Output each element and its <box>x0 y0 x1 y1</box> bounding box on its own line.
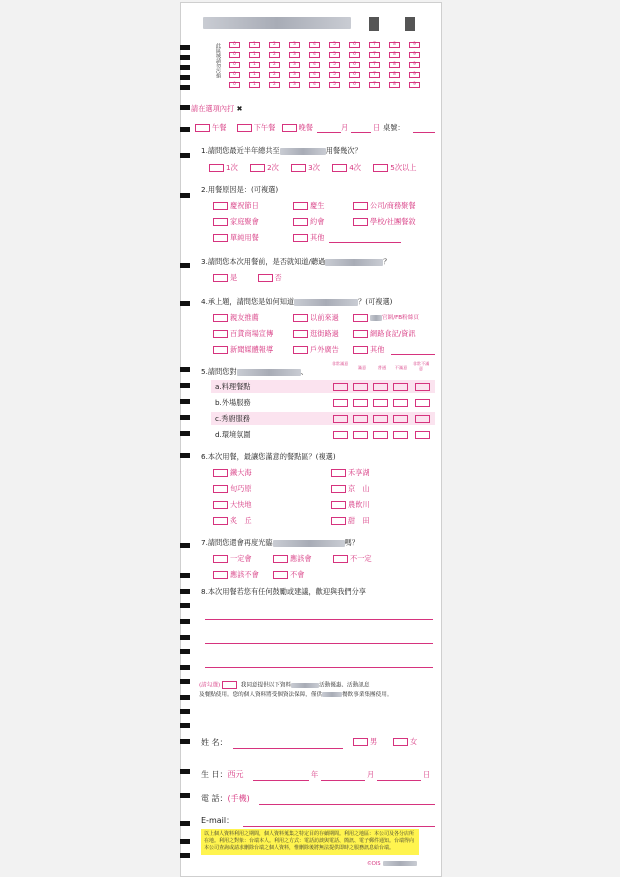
q7-title: 7.請問您還會再度光臨 <box>201 538 273 547</box>
code-bubble[interactable]: 7 <box>369 82 380 88</box>
code-bubble[interactable]: 1 <box>249 52 260 58</box>
name-label: 姓 名： <box>201 738 228 747</box>
q6-option-checkbox[interactable] <box>331 517 346 525</box>
code-bubble[interactable]: 4 <box>309 72 320 78</box>
q4-option-label: 其他 <box>370 345 385 354</box>
q5-header: 不滿意 <box>394 365 408 370</box>
dinner-label: 晚餐 <box>298 123 313 132</box>
survey-sheet <box>180 2 442 877</box>
birth-day-field[interactable] <box>377 780 421 781</box>
q7-suffix: 嗎？ <box>344 538 359 547</box>
redacted-name <box>237 369 301 376</box>
q1-option-checkbox[interactable] <box>250 164 265 172</box>
code-bubble[interactable]: 0 <box>229 72 240 78</box>
q2-option-label: 家庭聚會 <box>230 217 259 226</box>
redacted-name <box>370 315 382 321</box>
q4-option-label: 戶外廣告 <box>310 345 339 354</box>
q1-option-checkbox[interactable] <box>373 164 388 172</box>
email-label: E-mail： <box>201 816 235 825</box>
code-bubble[interactable]: 1 <box>249 82 260 88</box>
q5-rating-checkbox[interactable] <box>393 415 408 423</box>
q6-option-checkbox[interactable] <box>213 517 228 525</box>
code-bubble[interactable]: 0 <box>229 62 240 68</box>
q7-option-label: 應該會 <box>290 554 312 563</box>
consent-checkbox[interactable] <box>222 681 237 689</box>
phone-label: 電 話： <box>201 794 228 803</box>
code-bubble[interactable]: 1 <box>249 72 260 78</box>
q3-option-checkbox[interactable] <box>213 274 228 282</box>
q2-option-label: 單純用餐 <box>230 233 259 242</box>
q1-options <box>209 163 416 173</box>
birthday-label: 生 日： <box>201 770 228 779</box>
q3-suffix: ？ <box>383 257 391 266</box>
name-field[interactable] <box>233 748 343 749</box>
redacted-name <box>291 683 319 688</box>
q7-option-checkbox[interactable] <box>333 555 348 563</box>
q5-rating-checkbox[interactable] <box>353 415 368 423</box>
q1-option-label: 1次 <box>226 163 238 172</box>
code-bubble[interactable]: 2 <box>269 62 280 68</box>
q6-option-label: 京 山 <box>348 484 370 493</box>
q1-option-label: 2次 <box>267 163 279 172</box>
code-bubble[interactable]: 8 <box>389 82 400 88</box>
q1-title: 1.請問您最近半年總共至 <box>201 146 280 155</box>
q2-option-label: 學校/社團餐敘 <box>370 217 416 226</box>
q5-row-label: d.環境氛圍 <box>215 430 251 439</box>
q2-option-label: 慶生 <box>310 201 325 210</box>
code-bubble[interactable]: 0 <box>229 42 240 48</box>
code-bubble[interactable]: 3 <box>289 52 300 58</box>
q2-option-checkbox[interactable] <box>213 202 228 210</box>
q7-option-checkbox[interactable] <box>273 555 288 563</box>
email-field[interactable] <box>243 826 435 827</box>
code-bubble[interactable]: 9 <box>409 62 420 68</box>
q5-header: 非常不滿意 <box>412 361 430 371</box>
lunch-checkbox[interactable] <box>195 124 210 132</box>
code-bubble[interactable]: 4 <box>309 52 320 58</box>
q4-option-label: 逛街路過 <box>310 329 339 338</box>
redacted-name <box>294 299 358 306</box>
q4-option-checkbox[interactable] <box>293 330 308 338</box>
code-bubble[interactable]: 8 <box>389 62 400 68</box>
phone-field[interactable] <box>259 804 435 805</box>
q5-header: 普通 <box>377 365 387 370</box>
code-bubble[interactable]: 0 <box>229 82 240 88</box>
consent-line1-b: 活動優惠、活動訊息 <box>319 682 370 689</box>
consent-line2-a: 及餐點使用。您的個人資料將受個資法保障，僅供 <box>199 691 323 698</box>
code-bubble[interactable]: 6 <box>349 42 360 48</box>
code-bubble[interactable]: 6 <box>349 52 360 58</box>
q2-option-checkbox[interactable] <box>293 234 308 242</box>
code-bubble[interactable]: 2 <box>269 52 280 58</box>
birth-month-field[interactable] <box>321 780 365 781</box>
q5-rating-checkbox[interactable] <box>353 383 368 391</box>
q5-rating-checkbox[interactable] <box>373 383 388 391</box>
q2-option-checkbox[interactable] <box>213 234 228 242</box>
q5-row-label: c.秀廚服務 <box>215 414 250 423</box>
q4-option-label: 網路食記/資訊 <box>370 329 416 338</box>
q5-rating-checkbox[interactable] <box>415 415 430 423</box>
privacy-notice: 以上個人資料利用之期間，個人資料蒐集之特定目的存續期間。利用之地區：本公司及各分店所在地。利用之對象：台端本人。利用之方式：電話訪談與電話、簡訊、電子郵件通知。台端得向本公司查詢或請求刪除台端之個人資料，惟刪除後將無法提供即時之服務訊息給台端。 <box>201 829 419 855</box>
q5-row-label: a.料理餐點 <box>215 382 251 391</box>
mobile-label: (手機) <box>227 794 250 803</box>
q5-row-label: b.外場服務 <box>215 398 251 407</box>
q7-option-label: 不會 <box>290 570 305 579</box>
code-bubble[interactable]: 2 <box>269 72 280 78</box>
q1-option-checkbox[interactable] <box>291 164 306 172</box>
q5-rating-checkbox[interactable] <box>373 399 388 407</box>
q4-option-checkbox[interactable] <box>353 314 368 322</box>
q5-rating-checkbox[interactable] <box>353 431 368 439</box>
code-bubble[interactable]: 9 <box>409 42 420 48</box>
comment-line[interactable] <box>205 667 433 668</box>
code-bubble[interactable]: 5 <box>329 72 340 78</box>
q6-title: 6.本次用餐，最讓您滿意的餐點區？(複選) <box>201 452 336 461</box>
code-bubble[interactable]: 5 <box>329 62 340 68</box>
q4-option-checkbox[interactable] <box>293 346 308 354</box>
q5-rating-checkbox[interactable] <box>393 399 408 407</box>
q2-option-label: 慶祝節日 <box>230 201 259 210</box>
q5-suffix: 、 <box>300 367 308 376</box>
consent-line1-a: 我同意提供以下資料 <box>240 682 292 689</box>
header-bars <box>369 17 379 31</box>
q4-option-checkbox[interactable] <box>353 346 368 354</box>
q4-option-checkbox[interactable] <box>213 346 228 354</box>
q1-suffix: 用餐幾次？ <box>325 146 362 155</box>
brand-logo: ©DIS <box>367 861 381 867</box>
q4-option-label: 官網/FB粉絲頁 <box>382 315 419 321</box>
redacted-name <box>383 861 417 866</box>
code-bubble[interactable]: 3 <box>289 62 300 68</box>
code-bubble[interactable]: 7 <box>369 52 380 58</box>
q4-option-checkbox[interactable] <box>213 330 228 338</box>
q7-option-checkbox[interactable] <box>213 571 228 579</box>
q4-option-label: 以前來過 <box>310 313 339 322</box>
q6-option-label: 農飲川 <box>348 500 370 509</box>
code-bubble[interactable]: 6 <box>349 82 360 88</box>
q5-rating-checkbox[interactable] <box>415 383 430 391</box>
male-checkbox[interactable] <box>353 738 368 746</box>
lunch-label: 午餐 <box>212 123 227 132</box>
q4-option-checkbox[interactable] <box>293 314 308 322</box>
redacted-name <box>322 692 342 697</box>
q6-option-checkbox[interactable] <box>331 469 346 477</box>
era-label: 西元 <box>227 770 244 779</box>
q2-title: 2.用餐原因是：(可複選) <box>201 185 279 194</box>
dinner-checkbox[interactable] <box>282 124 297 132</box>
code-bubble[interactable]: 6 <box>349 72 360 78</box>
q7-option-label: 不一定 <box>350 554 372 563</box>
code-bubble[interactable]: 8 <box>389 52 400 58</box>
q6-option-checkbox[interactable] <box>331 501 346 509</box>
code-bubble[interactable]: 9 <box>409 82 420 88</box>
code-bubble[interactable]: 7 <box>369 62 380 68</box>
redacted-name <box>325 259 383 266</box>
q6-option-checkbox[interactable] <box>213 501 228 509</box>
q6-option-checkbox[interactable] <box>331 485 346 493</box>
q8-title: 8.本次用餐若您有任何鼓勵或建議，歡迎與我們分享 <box>201 587 366 596</box>
q6-option-label: 旬巧原 <box>230 484 252 493</box>
code-bubble[interactable]: 2 <box>269 82 280 88</box>
q7-option-label: 應該不會 <box>230 570 259 579</box>
q5-rating-checkbox[interactable] <box>373 415 388 423</box>
q1-option-label: 5次以上 <box>390 163 417 172</box>
q6-option-label: 甜 田 <box>348 516 370 525</box>
code-bubble[interactable]: 0 <box>229 52 240 58</box>
code-bubble[interactable]: 3 <box>289 42 300 48</box>
comment-line[interactable] <box>205 619 433 620</box>
female-checkbox[interactable] <box>393 738 408 746</box>
day-label: 日 <box>423 770 431 779</box>
q1-option-label: 3次 <box>308 163 320 172</box>
code-bubble[interactable]: 5 <box>329 42 340 48</box>
q5-rating-checkbox[interactable] <box>333 415 348 423</box>
redacted-name <box>273 540 345 547</box>
code-bubble[interactable]: 9 <box>409 72 420 78</box>
birth-year-field[interactable] <box>253 780 309 781</box>
table-label: 桌號： <box>383 123 405 132</box>
afternoon-label: 下午餐 <box>253 123 276 132</box>
grid-label: 此區域請勿污損 <box>215 43 221 78</box>
code-bubble[interactable]: 4 <box>309 42 320 48</box>
code-bubble[interactable]: 7 <box>369 42 380 48</box>
q1-option-label: 4次 <box>349 163 361 172</box>
q2-option-checkbox[interactable] <box>293 202 308 210</box>
q4-option-label: 新聞媒體報導 <box>230 345 274 354</box>
code-bubble[interactable]: 1 <box>249 62 260 68</box>
q5-rating-checkbox[interactable] <box>333 399 348 407</box>
code-bubble[interactable]: 4 <box>309 82 320 88</box>
q6-option-checkbox[interactable] <box>213 469 228 477</box>
q3-option-checkbox[interactable] <box>258 274 273 282</box>
code-bubble[interactable]: 7 <box>369 72 380 78</box>
q5-rating-checkbox[interactable] <box>393 431 408 439</box>
male-label: 男 <box>370 737 378 746</box>
q7-option-checkbox[interactable] <box>213 555 228 563</box>
q4-suffix: ？(可複選) <box>358 297 393 306</box>
header-bars-2 <box>405 17 415 31</box>
day-label: 日 <box>373 123 381 132</box>
meal-row <box>195 123 313 133</box>
q5-rating-checkbox[interactable] <box>415 431 430 439</box>
q7-option-label: 一定會 <box>230 554 252 563</box>
q2-option-checkbox[interactable] <box>353 202 368 210</box>
code-bubble[interactable]: 4 <box>309 62 320 68</box>
q6-option-label: 鐵大海 <box>230 468 252 477</box>
month-label: 月 <box>341 123 349 132</box>
q6-option-label: 禾享湖 <box>348 468 370 477</box>
code-bubble[interactable]: 1 <box>249 42 260 48</box>
instruction-text: 請在選項內打 <box>191 104 235 113</box>
q5-rating-checkbox[interactable] <box>333 431 348 439</box>
comment-line[interactable] <box>205 643 433 644</box>
redacted-name <box>280 148 326 155</box>
q5-title: 5.請問您對 <box>201 367 237 376</box>
q5-rating-checkbox[interactable] <box>393 383 408 391</box>
afternoon-checkbox[interactable] <box>237 124 252 132</box>
q1-option-checkbox[interactable] <box>332 164 347 172</box>
redacted-code <box>203 17 351 29</box>
x-mark-icon: ✖ <box>236 104 243 113</box>
q1-option-checkbox[interactable] <box>209 164 224 172</box>
q5-rating-checkbox[interactable] <box>373 431 388 439</box>
consent-line2-b: 餐飲事業集團使用。 <box>342 691 393 698</box>
q6-option-label: 炙 丘 <box>230 516 252 525</box>
q2-option-checkbox[interactable] <box>293 218 308 226</box>
q3-option-label: 否 <box>274 273 282 282</box>
q2-option-checkbox[interactable] <box>353 218 368 226</box>
code-bubble[interactable]: 3 <box>289 82 300 88</box>
q5-rating-checkbox[interactable] <box>333 383 348 391</box>
q2-option-label: 其他 <box>310 233 325 242</box>
q2-option-checkbox[interactable] <box>213 218 228 226</box>
q2-option-label: 公司/商務聚餐 <box>370 201 416 210</box>
q5-rating-checkbox[interactable] <box>415 399 430 407</box>
year-label: 年 <box>311 770 319 779</box>
q5-rating-checkbox[interactable] <box>353 399 368 407</box>
q2-option-label: 約會 <box>310 217 325 226</box>
q4-option-checkbox[interactable] <box>213 314 228 322</box>
q4-option-label: 親友推薦 <box>230 313 259 322</box>
female-label: 女 <box>410 737 418 746</box>
code-bubble[interactable]: 8 <box>389 42 400 48</box>
code-bubble[interactable]: 5 <box>329 52 340 58</box>
code-bubble[interactable]: 3 <box>289 72 300 78</box>
q7-option-checkbox[interactable] <box>273 571 288 579</box>
month-label: 月 <box>367 770 375 779</box>
q4-title: 4.承上題，請問您是如何知道 <box>201 297 295 306</box>
q5-header: 非常滿意 <box>331 361 349 366</box>
code-bubble[interactable]: 9 <box>409 52 420 58</box>
q4-option-label: 百貨商場宣傳 <box>230 329 274 338</box>
consent-tag: (請勾選) <box>199 682 221 689</box>
q6-option-label: 大快地 <box>230 500 252 509</box>
code-bubble[interactable]: 5 <box>329 82 340 88</box>
code-bubble[interactable]: 8 <box>389 72 400 78</box>
code-bubble[interactable]: 6 <box>349 62 360 68</box>
q3-option-label: 是 <box>230 273 238 282</box>
code-bubble[interactable]: 2 <box>269 42 280 48</box>
q5-header: 滿意 <box>357 365 367 370</box>
q6-option-checkbox[interactable] <box>213 485 228 493</box>
q3-title: 3.請問您本次用餐前，是否就知道/聽過 <box>201 257 326 266</box>
q4-option-checkbox[interactable] <box>353 330 368 338</box>
